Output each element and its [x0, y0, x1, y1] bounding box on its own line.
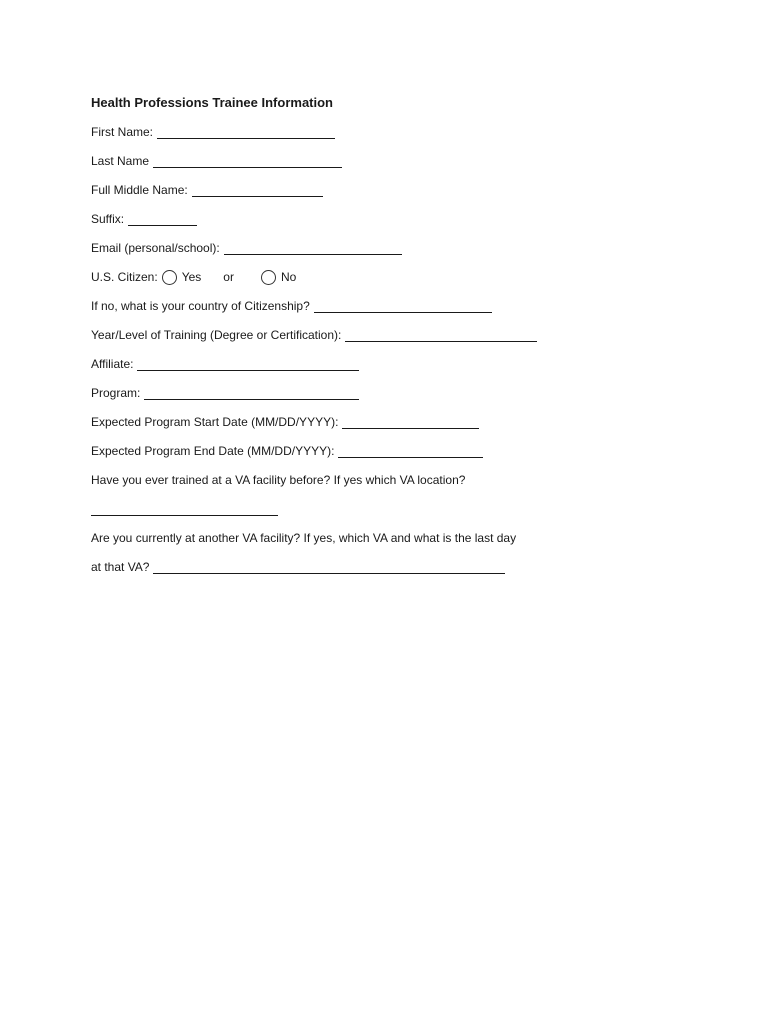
citizenship-country-row — [91, 297, 731, 315]
prior-va-field[interactable] — [91, 502, 278, 516]
affiliate-field[interactable] — [137, 357, 359, 371]
email-label: Email (personal/school): — [91, 241, 220, 255]
affiliate-row — [91, 355, 731, 373]
suffix-row — [91, 210, 731, 228]
citizen-radio-group — [158, 268, 297, 286]
last-name-row — [91, 152, 731, 170]
program-field[interactable] — [144, 386, 359, 400]
citizenship-country-field[interactable] — [314, 299, 492, 313]
current-va-label-continued: at that VA? — [91, 560, 150, 574]
last-name-label: Last Name — [91, 154, 150, 168]
start-date-label: Expected Program Start Date (MM/DD/YYYY): — [91, 415, 339, 429]
training-level-field[interactable] — [345, 328, 537, 342]
suffix-field[interactable] — [128, 212, 197, 226]
email-field[interactable] — [224, 241, 402, 255]
first-name-row — [91, 123, 731, 141]
citizenship-country-label: If no, what is your country of Citizenship? — [91, 299, 310, 313]
training-level-label: Year/Level of Training (Degree or Certification): — [91, 328, 342, 342]
end-date-label: Expected Program End Date (MM/DD/YYYY): — [91, 444, 335, 458]
first-name-field[interactable] — [157, 125, 335, 139]
start-date-field[interactable] — [342, 415, 479, 429]
citizen-label: U.S. Citizen: — [91, 270, 158, 284]
affiliate-label: Affiliate: — [91, 357, 134, 371]
citizen-no-label: No — [280, 270, 297, 284]
middle-name-row — [91, 181, 731, 199]
start-date-row — [91, 413, 731, 431]
middle-name-label: Full Middle Name: — [91, 183, 188, 197]
training-level-row — [91, 326, 731, 344]
prior-va-answer-row — [91, 500, 731, 518]
current-va-row — [91, 529, 731, 547]
email-row — [91, 239, 731, 257]
program-label: Program: — [91, 386, 141, 400]
citizen-row — [91, 268, 731, 286]
suffix-label: Suffix: — [91, 212, 125, 226]
citizen-no-radio[interactable] — [261, 270, 276, 285]
citizen-or-text: or — [223, 270, 234, 284]
prior-va-label: Have you ever trained at a VA facility before? If yes which VA location? — [91, 473, 466, 487]
form-title: Health Professions Trainee Information — [91, 95, 333, 110]
current-va-label: Are you currently at another VA facility? If yes, which VA and what is the last day — [91, 531, 517, 545]
citizen-yes-radio[interactable] — [162, 270, 177, 285]
current-va-continued-row — [91, 558, 731, 576]
trainee-information-form — [91, 94, 731, 587]
middle-name-field[interactable] — [192, 183, 323, 197]
end-date-field[interactable] — [338, 444, 483, 458]
end-date-row — [91, 442, 731, 460]
first-name-label: First Name: — [91, 125, 154, 139]
current-va-field[interactable] — [153, 560, 505, 574]
citizen-yes-label: Yes — [181, 270, 202, 284]
prior-va-row — [91, 471, 731, 489]
program-row — [91, 384, 731, 402]
last-name-field[interactable] — [153, 154, 342, 168]
